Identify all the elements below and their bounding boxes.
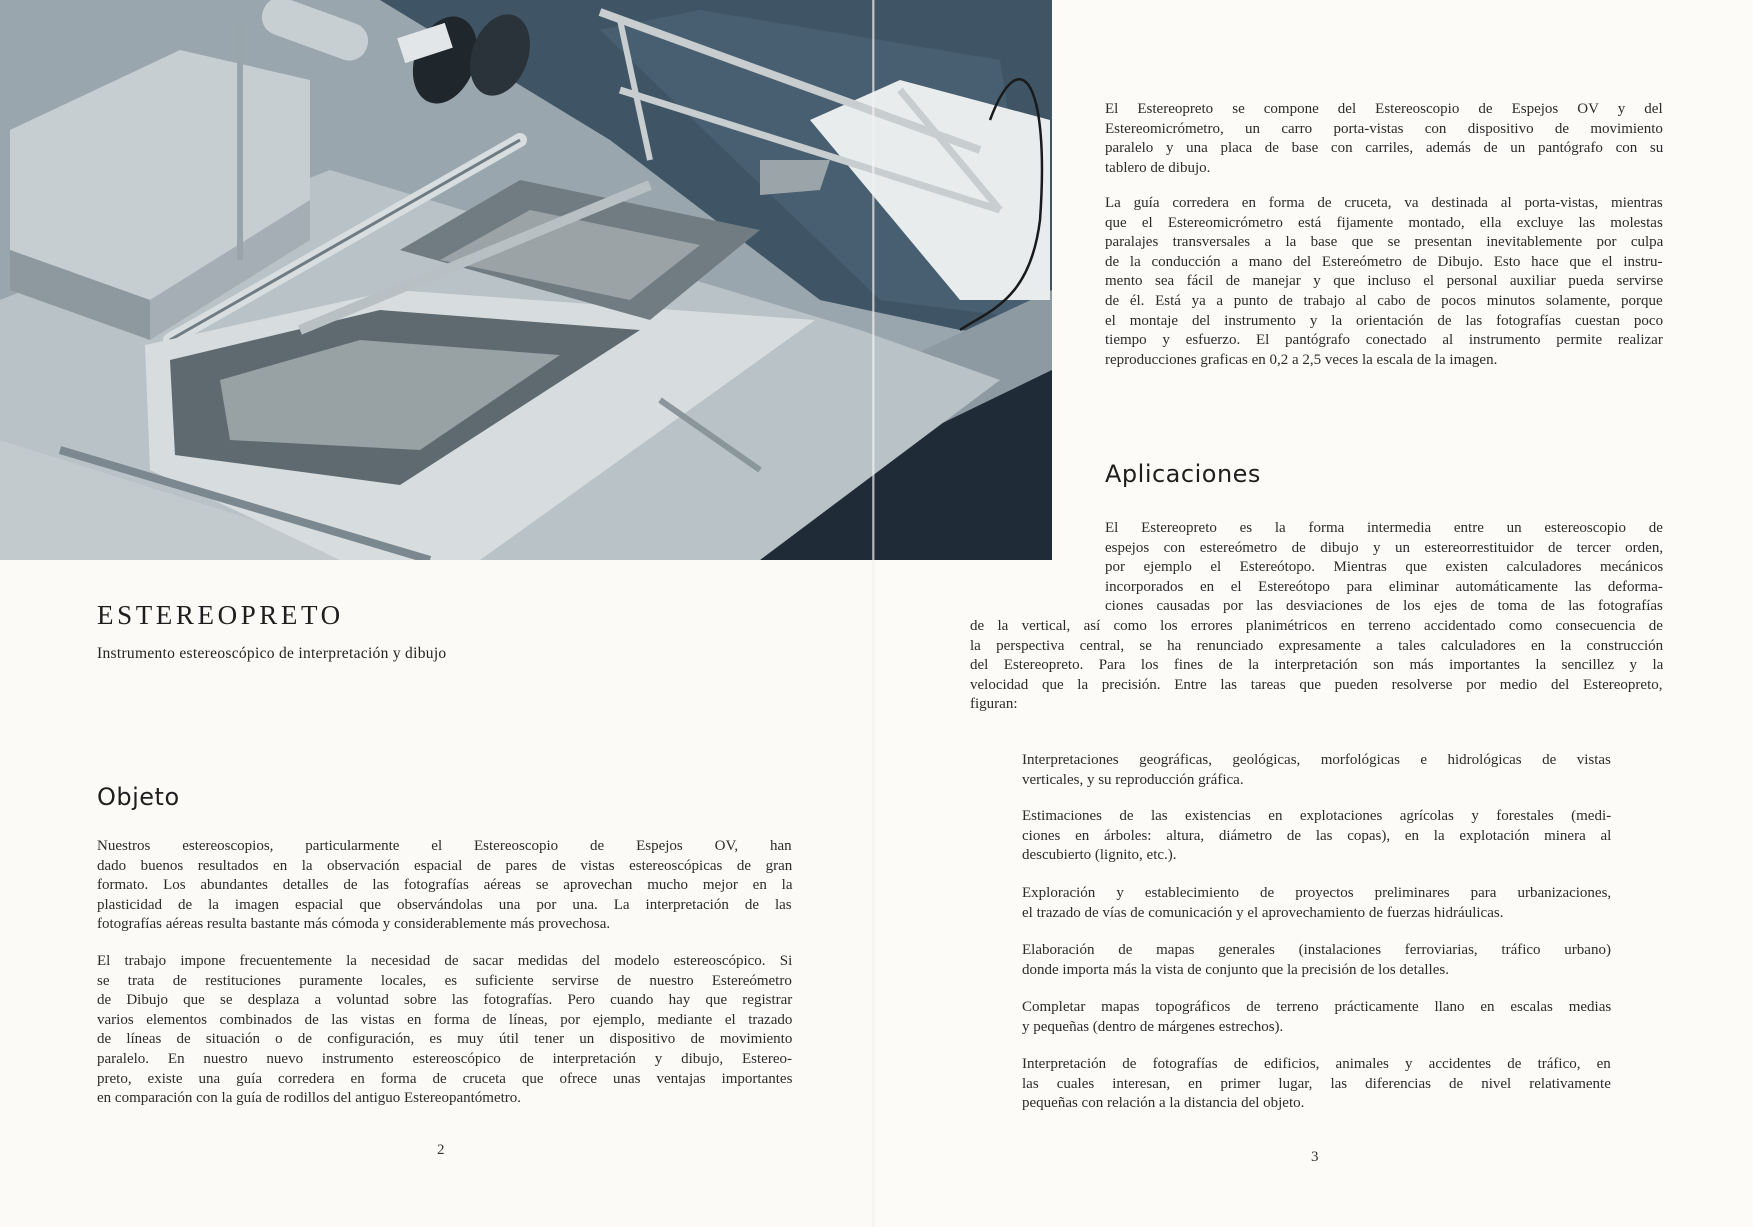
- text-line: ciones causadas por las desviaciones de los ejes de toma de las fotografías: [1105, 598, 1663, 615]
- text-line: reproducciones graficas en 0,2 a 2,5 veces la escala de la imagen.: [1105, 351, 1498, 368]
- text-line: en comparación con la guía de rodillos del antiguo Estereopantómetro.: [97, 1090, 522, 1107]
- text-line: del Estereopreto. Para los fines de la interpretación son más importantes la sencillez y la: [970, 657, 1664, 674]
- text-line: paralelo y una placa de base con carriles, además de un pantógrafo con su: [1105, 140, 1664, 157]
- text-line: La guía corredera en forma de cruceta, va destinada al porta-vistas, mientras: [1105, 195, 1663, 211]
- text-line: paralelo. En nuestro nuevo instrumento estereoscópico de interpretación y dibujo, Estereo-: [97, 1051, 792, 1067]
- text-line: Nuestros estereoscopios, particularmente el Estereoscopio de Espejos OV, han: [97, 838, 792, 854]
- text-line: El trabajo impone frecuentemente la necesidad de sacar medidas del modelo estereoscópico. Si: [97, 953, 793, 969]
- text-line: ciones en árboles: altura, diámetro de las copas), en la explotación minera al: [1022, 827, 1612, 844]
- text-line: pequeñas con relación a la distancia del objeto.: [1022, 1095, 1305, 1112]
- text-line: de líneas de situación o de configuración, es muy útil tener un dispositivo de movimiento: [97, 1031, 793, 1048]
- text-line: donde importa más la vista de conjunto que la precisión de los detalles.: [1022, 961, 1449, 978]
- text-line: velocidad que la precisión. Entre las tareas que pueden resolverse por medio del Estereopreto,: [970, 676, 1663, 693]
- text-line: espejos con estereómetro de dibujo y un estereorrestituidor de tercer orden,: [1105, 539, 1664, 556]
- text-line: Interpretaciones geográficas, geológicas, morfológicas e hidrológicas de vistas: [1022, 752, 1611, 768]
- text-line: varios elementos combinados de las vistas en forma de líneas, por ejemplo, mediante el trazado: [97, 1011, 793, 1028]
- page-number-left: 2: [437, 1142, 445, 1158]
- text-line: el trazado de vías de comunicación y el aprovechamiento de fuerzas hidráulicas.: [1022, 904, 1504, 921]
- text-line: preto, existe una guía corredera en forma de cruceta que ofrece unas ventajas importantes: [97, 1070, 793, 1087]
- text-line: Estimaciones de las existencias en explotaciones agrícolas y forestales (medi-: [1022, 808, 1612, 824]
- text-line: figuran:: [970, 696, 1018, 713]
- text-line: de la conducción a mano del Estereómetro de Dibujo. Esto hace que el instru-: [1105, 253, 1663, 270]
- text-line: El Estereopreto es la forma intermedia entre un estereoscopio de: [1105, 520, 1663, 536]
- text-line: fotografías aéreas resulta bastante más cómoda y considerablemente más provechosa.: [97, 916, 611, 933]
- product-title: ESTEREOPRETO: [97, 600, 344, 630]
- text-line: verticales, y su reproducción gráfica.: [1022, 771, 1244, 788]
- section-heading-objeto: Objeto: [97, 783, 180, 811]
- text-line: la perspectiva central, se ha renunciado expresamente a tales calculadores en la construcción: [970, 637, 1664, 654]
- text-line: y pequeñas (dentro de márgenes estrechos).: [1022, 1018, 1284, 1035]
- text-line: dado buenos resultados en la observación espacial de pares de vistas estereoscópicas de gran: [97, 857, 793, 874]
- text-line: Completar mapas topográficos de terreno prácticamente llano en escalas medias: [1022, 999, 1612, 1015]
- text-line: Interpretación de fotografías de edificios, animales y accidentes de tráfico, en: [1022, 1056, 1611, 1072]
- text-line: Elaboración de mapas generales (instalaciones ferroviarias, tráfico urbano): [1022, 942, 1611, 958]
- text-line: que el Estereomicrómetro está fijamente montado, ella excluye las molestas: [1105, 214, 1663, 231]
- text-line: mento sea fácil de manejar y que incluso el personal auxiliar pueda servirse: [1105, 273, 1664, 290]
- text-line: tablero de dibujo.: [1105, 159, 1211, 176]
- text-line: descubierto (lignito, etc.).: [1022, 847, 1177, 864]
- page-number-right: 3: [1311, 1149, 1319, 1165]
- text-line: Estereomicrómetro, un carro porta-vistas con dispositivo de movimiento: [1105, 120, 1663, 137]
- text-line: se trata de restituciones puramente locales, es suficiente servirse de nuestro Estereómetro: [97, 972, 792, 989]
- text-line: El Estereopreto se compone del Estereoscopio de Espejos OV y del: [1105, 101, 1663, 117]
- text-line: el montaje del instrumento y la orientación de las fotografías cuestan poco: [1105, 312, 1664, 329]
- product-subtitle: Instrumento estereoscópico de interpretación y dibujo: [97, 645, 447, 662]
- text-line: las cuales interesan, en primer lugar, las diferencias de nivel relativamente: [1022, 1075, 1611, 1092]
- text-line: tiempo y esfuerzo. El pantógrafo conectado al instrumento permite realizar: [1105, 332, 1663, 349]
- product-photograph: [0, 0, 1052, 560]
- text-line: de Dibujo que se desplaza a voluntad sobre las fotografías. Pero cuando hay que registrar: [97, 992, 793, 1009]
- text-line: Exploración y establecimiento de proyectos preliminares para urbanizaciones,: [1022, 885, 1612, 901]
- text-line: formato. Los abundantes detalles de las fotografías aéreas se aprovechan mucho mejor en la: [97, 877, 793, 894]
- section-heading-aplicaciones: Aplicaciones: [1105, 460, 1261, 488]
- text-line: paralajes transversales a la base que se presentan inevitablemente por culpa: [1105, 234, 1664, 251]
- pantograph-weight: [760, 160, 830, 195]
- estereopreto-instrument-illustration: [0, 0, 1052, 560]
- text-line: plasticidad de la imagen espacial que observándolas una por una. La interpretación de las: [97, 896, 792, 913]
- text-line: de la vertical, así como los errores planimétricos en terreno accidentado como consecuencia de: [970, 618, 1663, 634]
- center-fold: [872, 0, 875, 1227]
- text-line: de él. Está ya a punto de trabajo al cabo de pocos minutos solamente, porque: [1105, 293, 1663, 309]
- text-line: por ejemplo el Estereótopo. Mientras que existen calculadores mecánicos: [1105, 559, 1664, 576]
- text-line: incorporados en el Estereótopo para eliminar automáticamente las deforma-: [1105, 578, 1663, 595]
